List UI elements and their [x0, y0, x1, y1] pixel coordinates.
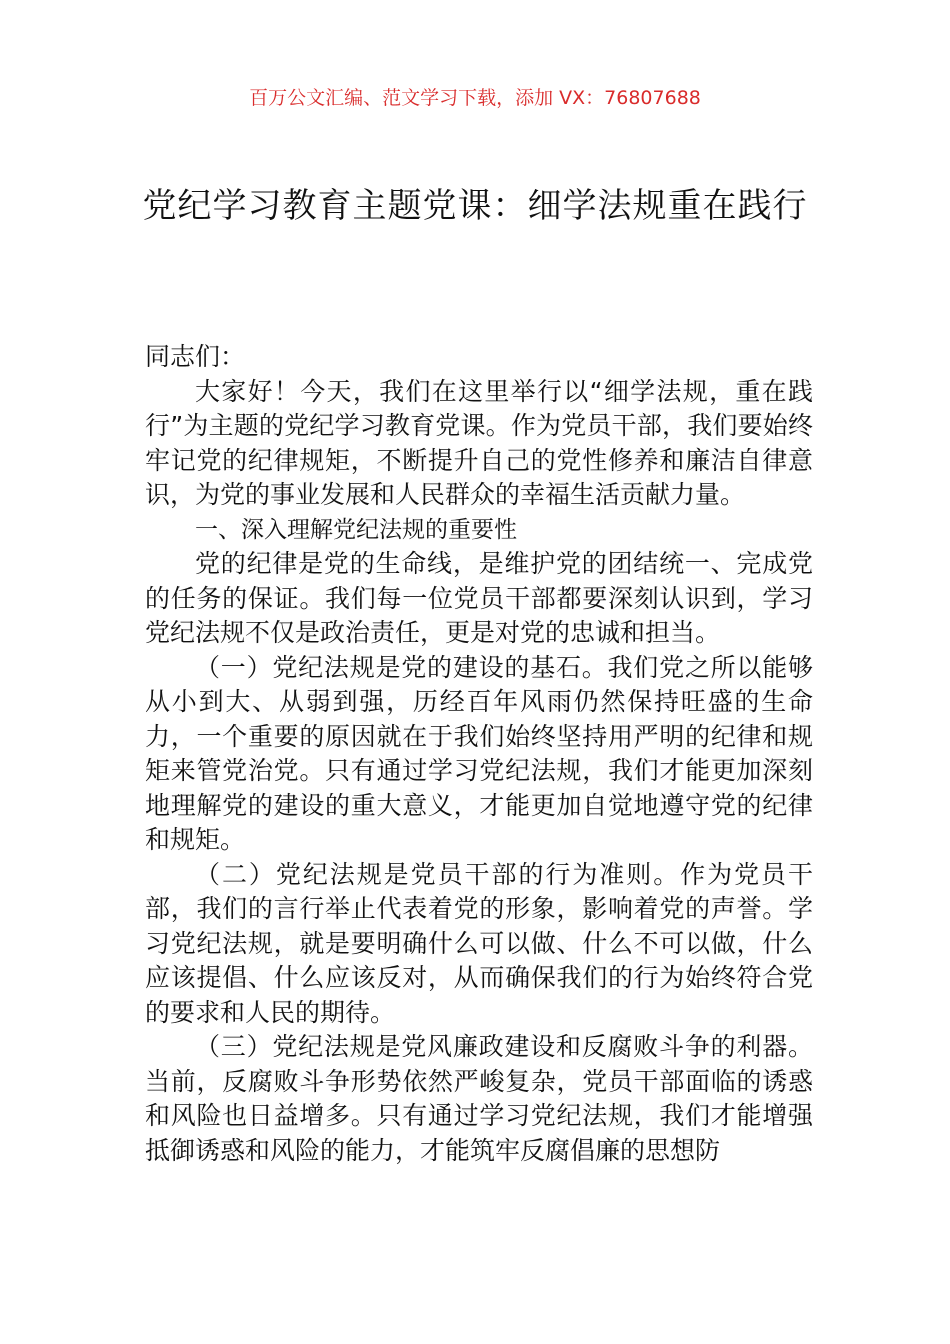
salutation: 同志们：	[145, 342, 246, 371]
paragraph-intro: 大家好！今天，我们在这里举行以“细学法规，重在践行”为主题的党纪学习教育党课。作为党员干部，我们要始终牢记党的纪律规矩，不断提升自己的党性修养和廉洁自律意识，为党的事业发展和人民群众的幸福生活贡献力量。	[145, 376, 813, 509]
document-title: 党纪学习教育主题党课：细学法规重在践行	[142, 186, 808, 226]
paragraph-point-3: （三）党纪法规是党风廉政建设和反腐败斗争的利器。当前，反腐败斗争形势依然严峻复杂，党员干部面临的诱惑和风险也日益增多。只有通过学习党纪法规，我们才能增强抵御诱惑和风险的能力，才能筑牢反腐倡廉的思想防	[145, 1032, 813, 1165]
paragraph-point-1: （一）党纪法规是党的建设的基石。我们党之所以能够从小到大、从弱到强，历经百年风雨仍然保持旺盛的生命力，一个重要的原因就在于我们始终坚持用严明的纪律和规矩来管党治党。只有通过学习党纪法规，我们才能更加深刻地理解党的建设的重大意义，才能更加自觉地遵守党的纪律和规矩。	[145, 652, 813, 854]
document-body	[145, 340, 813, 1168]
section-heading-1: 一、深入理解党纪法规的重要性	[195, 516, 517, 543]
header-note: 百万公文汇编、范文学习下载，添加 VX：76807688	[249, 87, 701, 109]
paragraph-section-1: 党的纪律是党的生命线，是维护党的团结统一、完成党的任务的保证。我们每一位党员干部都要深刻认识到，学习党纪法规不仅是政治责任，更是对党的忠诚和担当。	[145, 549, 813, 647]
paragraph-point-2: （二）党纪法规是党员干部的行为准则。作为党员干部，我们的言行举止代表着党的形象，影响着党的声誉。学习党纪法规，就是要明确什么可以做、什么不可以做，什么应该提倡、什么应该反对，从而确保我们的行为始终符合党的要求和人民的期待。	[145, 859, 813, 1027]
